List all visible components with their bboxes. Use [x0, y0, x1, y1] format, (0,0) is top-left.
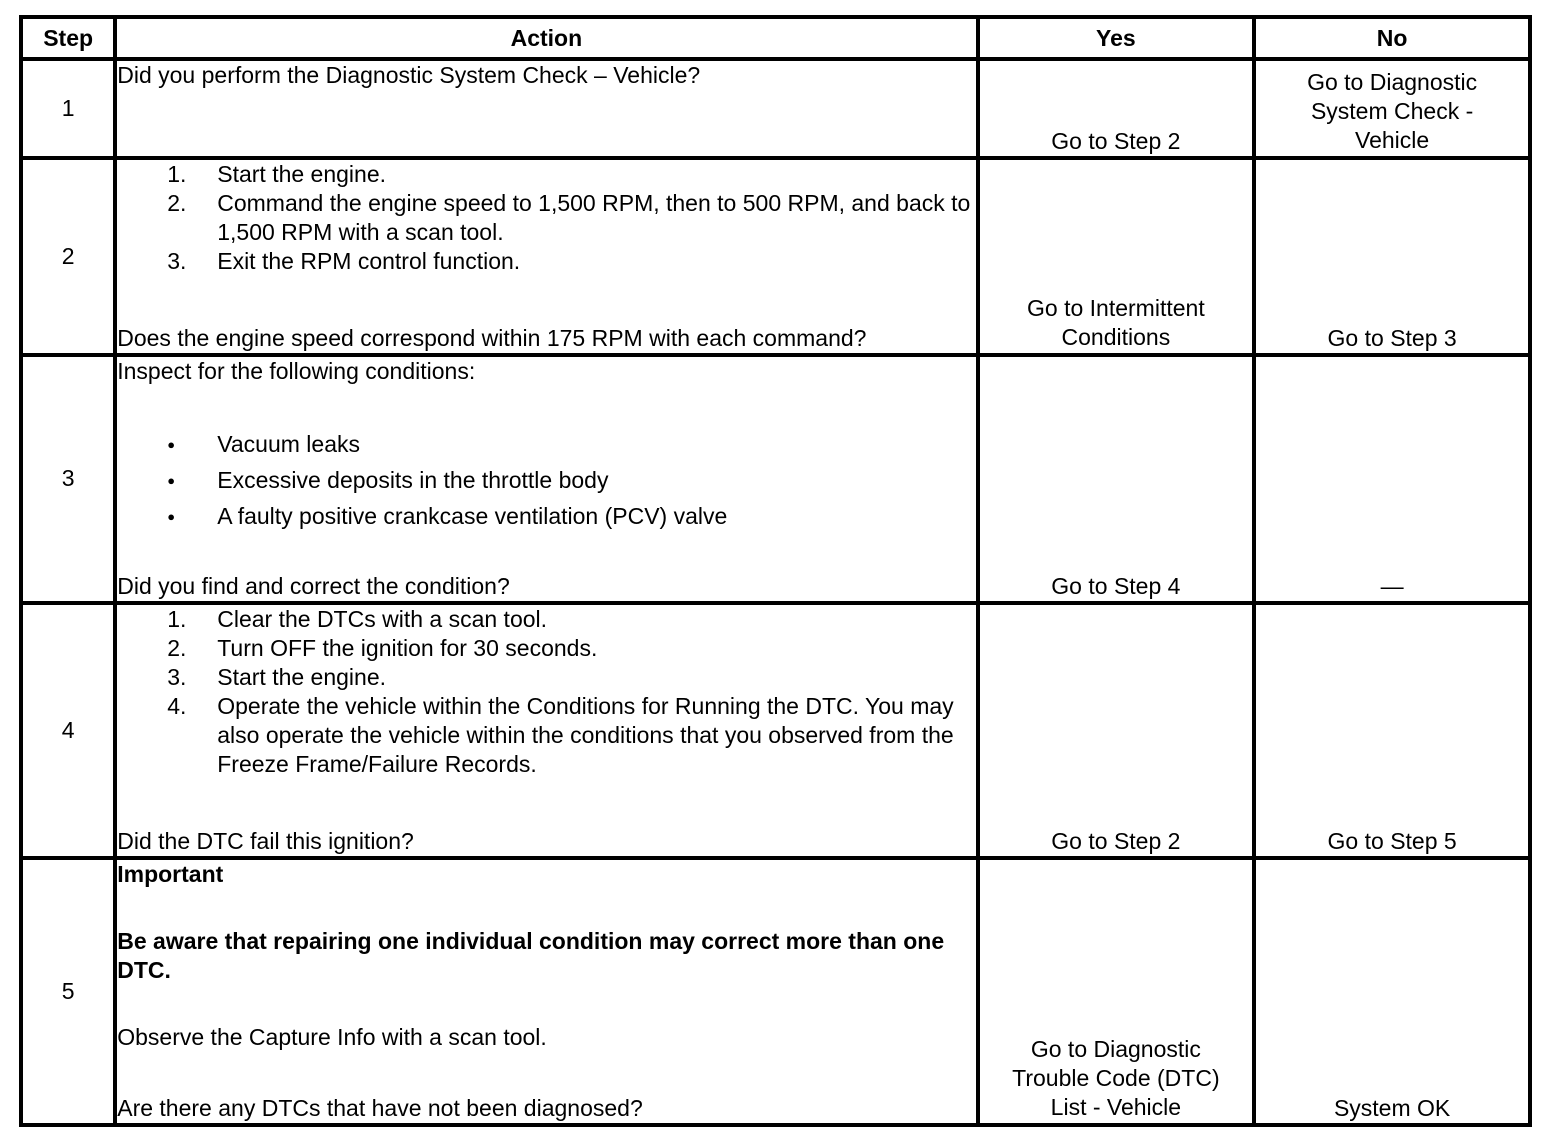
- no-result: System OK: [1254, 858, 1530, 1125]
- no-link[interactable]: Go to Diagnostic System Check - Vehicle: [1254, 59, 1530, 158]
- yes-link[interactable]: Go to Diagnostic Trouble Code (DTC) List - Vehicle: [978, 858, 1255, 1125]
- numbered-list: [117, 160, 975, 276]
- step-number: 2: [21, 158, 115, 355]
- list-item: ● Excessive deposits in the throttle body: [117, 464, 975, 500]
- list-item: 2. Command the engine speed to 1,500 RPM, then to 500 RPM, and back to 1,500 RPM with a scan tool.: [167, 189, 971, 245]
- list-item: 4. Operate the vehicle within the Conditions for Running the DTC. You may also operate the vehicle within the conditions that you observed from the Freeze Frame/Failure Records.: [167, 693, 954, 778]
- table-row-step-2: [21, 158, 1530, 355]
- header-yes: Yes: [978, 17, 1255, 59]
- action-cell: [115, 858, 977, 1125]
- action-question: Did you find and correct the condition?: [117, 573, 510, 600]
- list-item: 1. Start the engine.: [167, 160, 387, 187]
- action-question: Does the engine speed correspond within 175 RPM with each command?: [117, 324, 867, 351]
- numbered-list: [117, 605, 975, 779]
- no-dash: —: [1254, 355, 1530, 603]
- action-cell: [115, 158, 977, 355]
- important-text: Be aware that repairing one individual condition may correct more than one DTC.: [117, 927, 945, 983]
- action-cell: [115, 355, 977, 603]
- yes-link[interactable]: Go to Intermittent Conditions: [978, 158, 1255, 355]
- yes-link[interactable]: Go to Step 4: [978, 355, 1255, 603]
- table-row-step-1: [21, 59, 1530, 158]
- bullet-icon: [117, 464, 217, 500]
- action-question: Are there any DTCs that have not been diagnosed?: [117, 1095, 643, 1121]
- table-row-step-5: [21, 858, 1530, 1125]
- table-row-step-4: [21, 603, 1530, 857]
- action-cell: [115, 59, 977, 158]
- step-number: 4: [21, 603, 115, 857]
- list-item: 1. Clear the DTCs with a scan tool.: [167, 606, 548, 633]
- no-link[interactable]: Go to Step 5: [1254, 603, 1530, 857]
- important-label: Important: [117, 860, 224, 887]
- yes-link[interactable]: Go to Step 2: [978, 603, 1255, 857]
- list-item: 2. Turn OFF the ignition for 30 seconds.: [167, 635, 598, 662]
- list-item: 3. Start the engine.: [167, 664, 387, 691]
- action-question: Did the DTC fail this ignition?: [117, 827, 414, 854]
- list-item: 3. Exit the RPM control function.: [167, 247, 521, 274]
- list-item: ● Vacuum leaks: [117, 428, 975, 464]
- table-row-step-3: [21, 355, 1530, 603]
- action-intro: Inspect for the following conditions:: [117, 357, 476, 384]
- bullet-list: [117, 428, 975, 536]
- bullet-icon: [117, 428, 217, 464]
- step-number: 1: [21, 59, 115, 158]
- header-action: Action: [115, 17, 977, 59]
- list-item: ● A faulty positive crankcase ventilation (PCV) valve: [117, 500, 975, 536]
- step-number: 5: [21, 858, 115, 1125]
- yes-link[interactable]: Go to Step 2: [978, 59, 1255, 158]
- action-instruction: Observe the Capture Info with a scan tool.: [117, 1023, 547, 1050]
- no-link[interactable]: Go to Step 3: [1254, 158, 1530, 355]
- header-no: No: [1254, 17, 1530, 59]
- action-cell: [115, 603, 977, 857]
- step-number: 3: [21, 355, 115, 603]
- action-question: Did you perform the Diagnostic System Check – Vehicle?: [117, 62, 701, 89]
- diagnostic-table: [19, 15, 1532, 1127]
- header-step: Step: [21, 17, 115, 59]
- header-row: [21, 17, 1530, 59]
- bullet-icon: [117, 500, 217, 536]
